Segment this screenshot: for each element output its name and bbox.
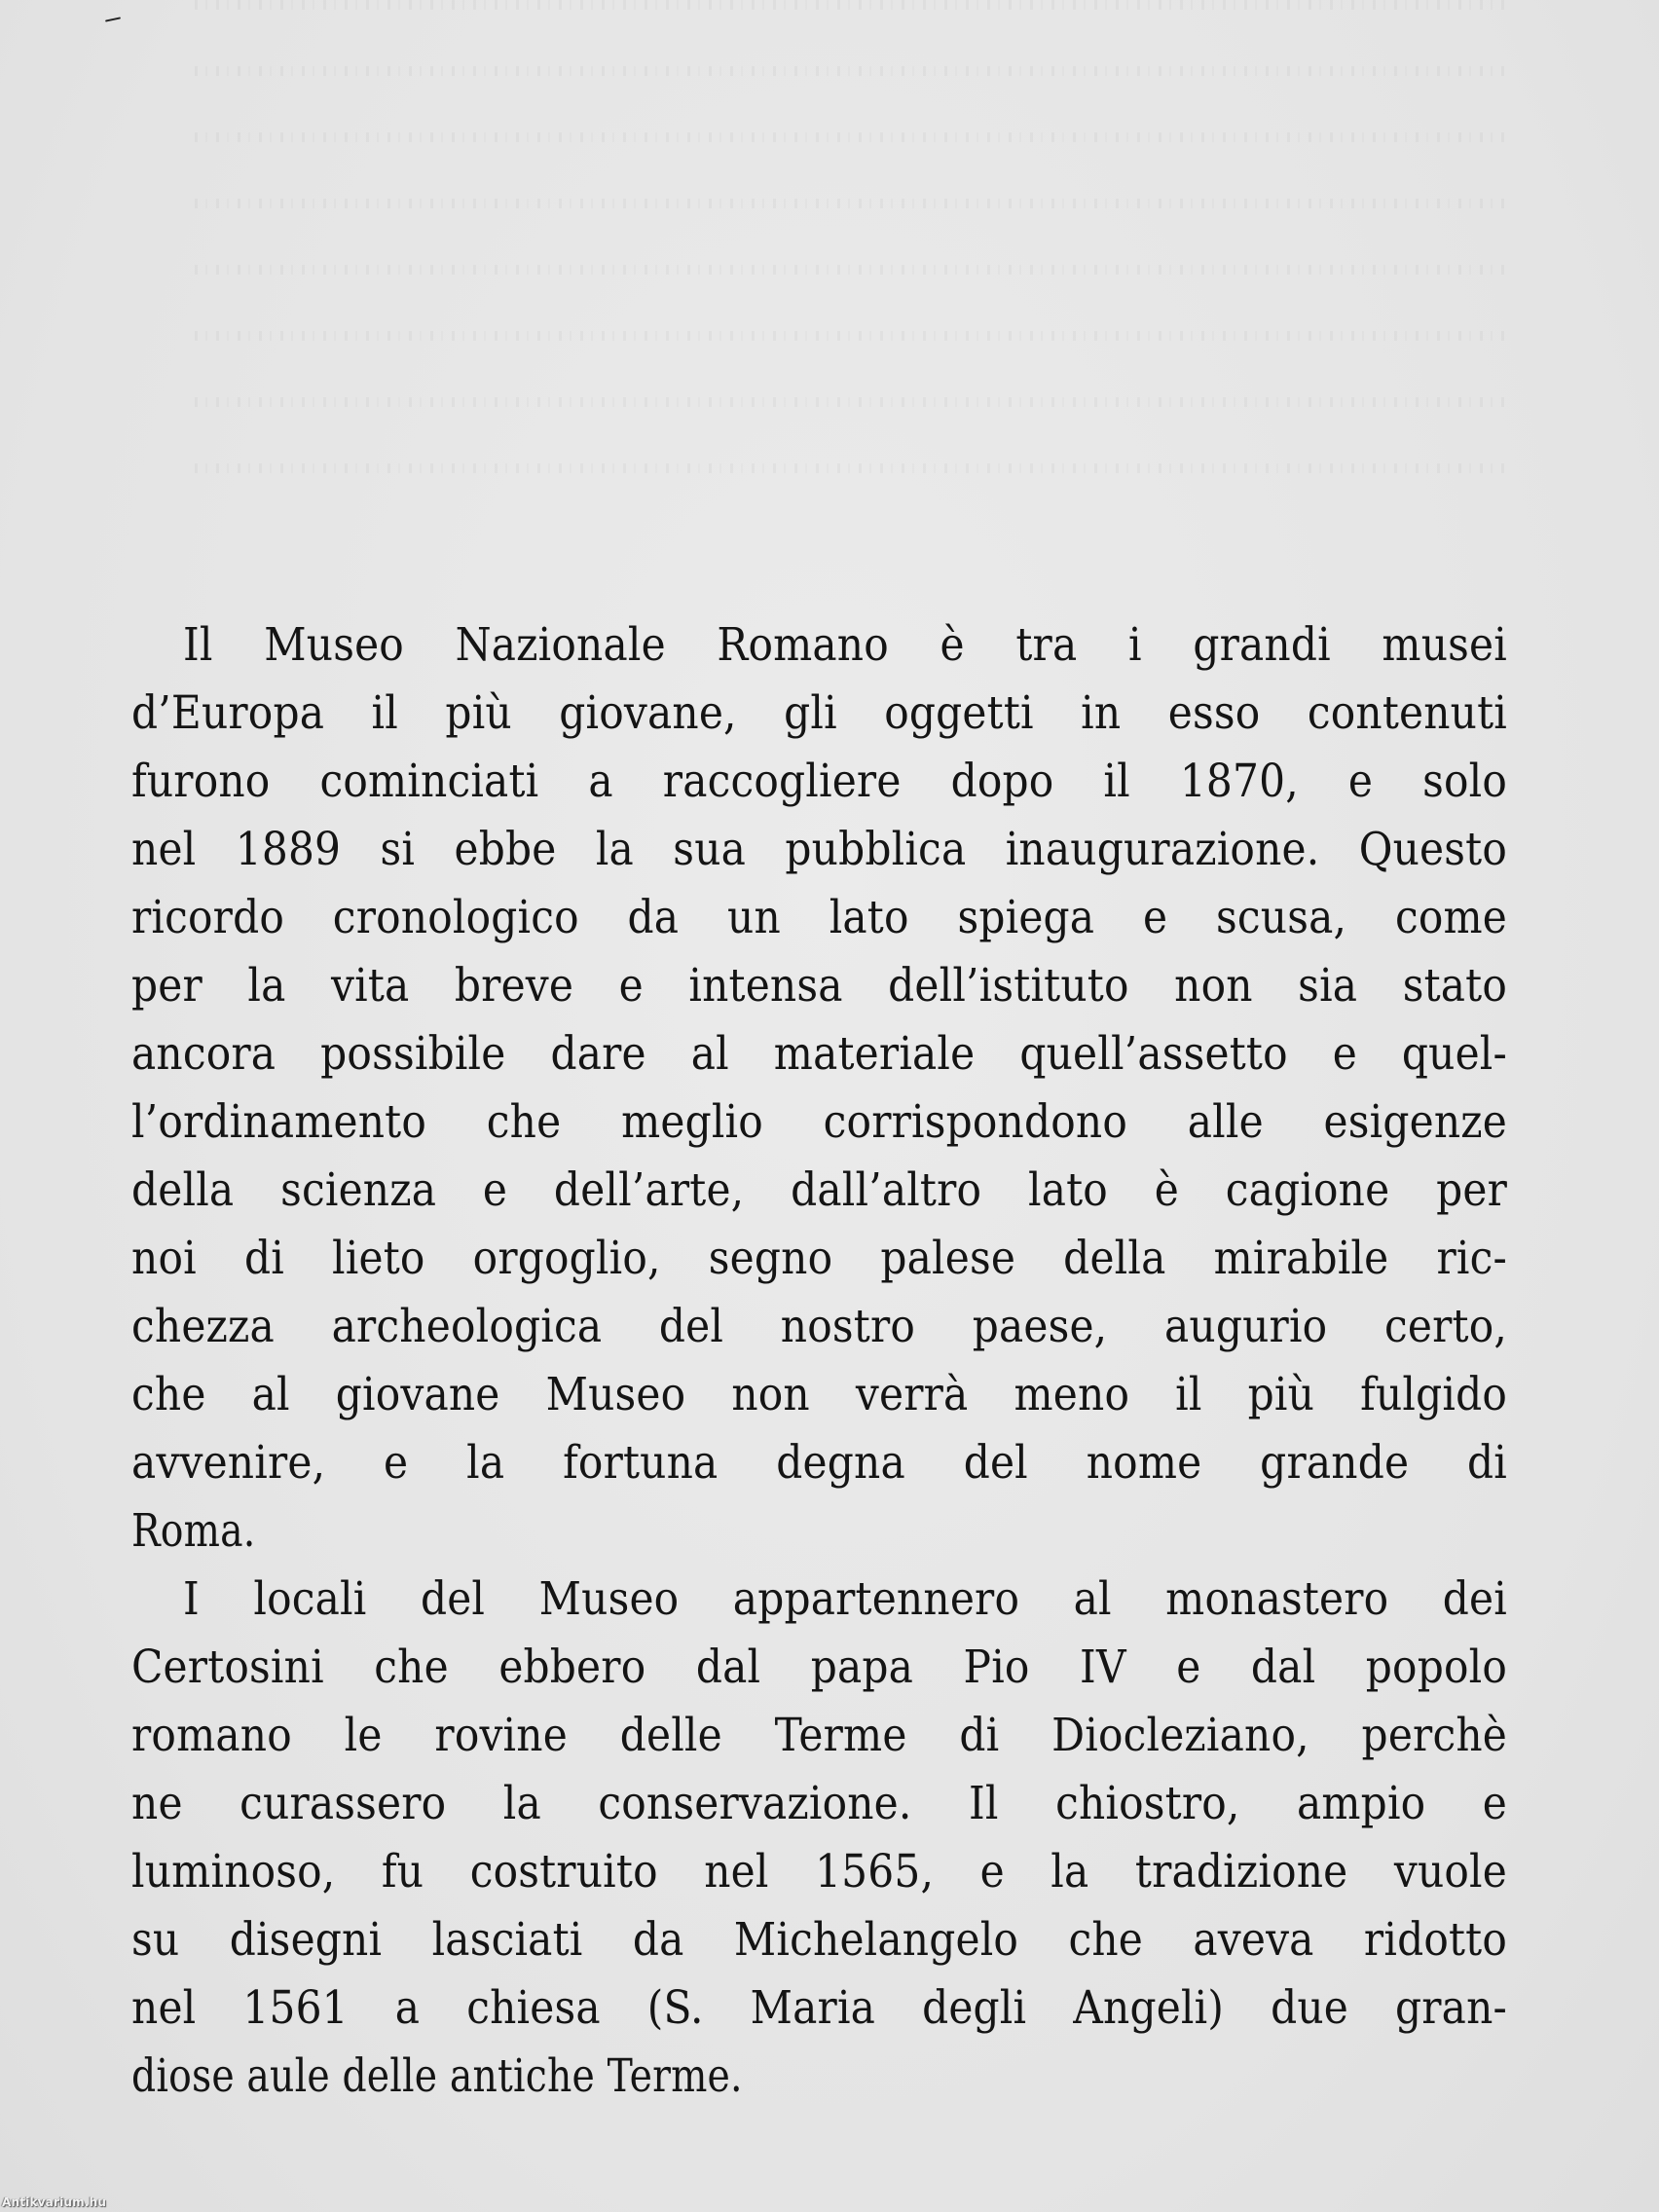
text-line: romano le rovine delle Terme di Diocleziano, perchè [131, 1709, 1507, 1762]
text-line: noi di lieto orgoglio, segno palese della mirabile ric- [131, 1232, 1507, 1285]
text-line: l’ordinamento che meglio corrispondono alle esigenze [131, 1095, 1507, 1149]
text-line: per la vita breve e intensa dell’istituto non sia stato [131, 959, 1507, 1013]
text-line: della scienza e dell’arte, dall’altro lato è cagione per [131, 1163, 1507, 1217]
text-line: chezza archeologica del nostro paese, augurio certo, [131, 1300, 1507, 1353]
corner-ink-mark [105, 17, 121, 21]
text-line: nel 1561 a chiesa (S. Maria degli Angeli) due gran- [131, 1981, 1507, 2035]
ghost-line [195, 397, 1509, 407]
ghost-line [195, 199, 1509, 208]
watermark-logo: Antikvarium.hu [2, 2195, 107, 2209]
text-line: d’Europa il più giovane, gli oggetti in esso contenuti [131, 686, 1507, 740]
text-line: Certosini che ebbero dal papa Pio IV e dal popolo [131, 1641, 1507, 1694]
ghost-line [195, 66, 1509, 76]
text-line: luminoso, fu costruito nel 1565, e la tradizione vuole [131, 1845, 1507, 1899]
text-line: Il Museo Nazionale Romano è tra i grandi musei [183, 618, 1507, 672]
ghost-line [195, 331, 1509, 341]
text-line: diose aule delle antiche Terme. [131, 2049, 743, 2103]
ghost-line [195, 0, 1509, 10]
text-line: su disegni lasciati da Michelangelo che aveva ridotto [131, 1913, 1507, 1967]
show-through-text-texture [195, 0, 1509, 545]
ghost-line [195, 463, 1509, 473]
text-line: che al giovane Museo non verrà meno il più fulgido [131, 1368, 1507, 1421]
text-line: avvenire, e la fortuna degna del nome grande di [131, 1436, 1507, 1490]
body-text [131, 611, 1507, 2111]
text-line: ancora possibile dare al materiale quell’assetto e quel- [131, 1027, 1507, 1081]
text-line: nel 1889 si ebbe la sua pubblica inaugurazione. Questo [131, 823, 1507, 876]
text-line: furono cominciati a raccogliere dopo il 1870, e solo [131, 755, 1507, 808]
text-line: I locali del Museo appartennero al monastero dei [183, 1572, 1507, 1626]
paragraph-1 [131, 611, 1507, 1566]
text-line: Roma. [131, 1504, 256, 1558]
ghost-line [195, 132, 1509, 142]
text-line: ricordo cronologico da un lato spiega e scusa, come [131, 891, 1507, 944]
paragraph-2 [131, 1566, 1507, 2111]
ghost-line [195, 265, 1509, 275]
text-line: ne curassero la conservazione. Il chiostro, ampio e [131, 1777, 1507, 1830]
